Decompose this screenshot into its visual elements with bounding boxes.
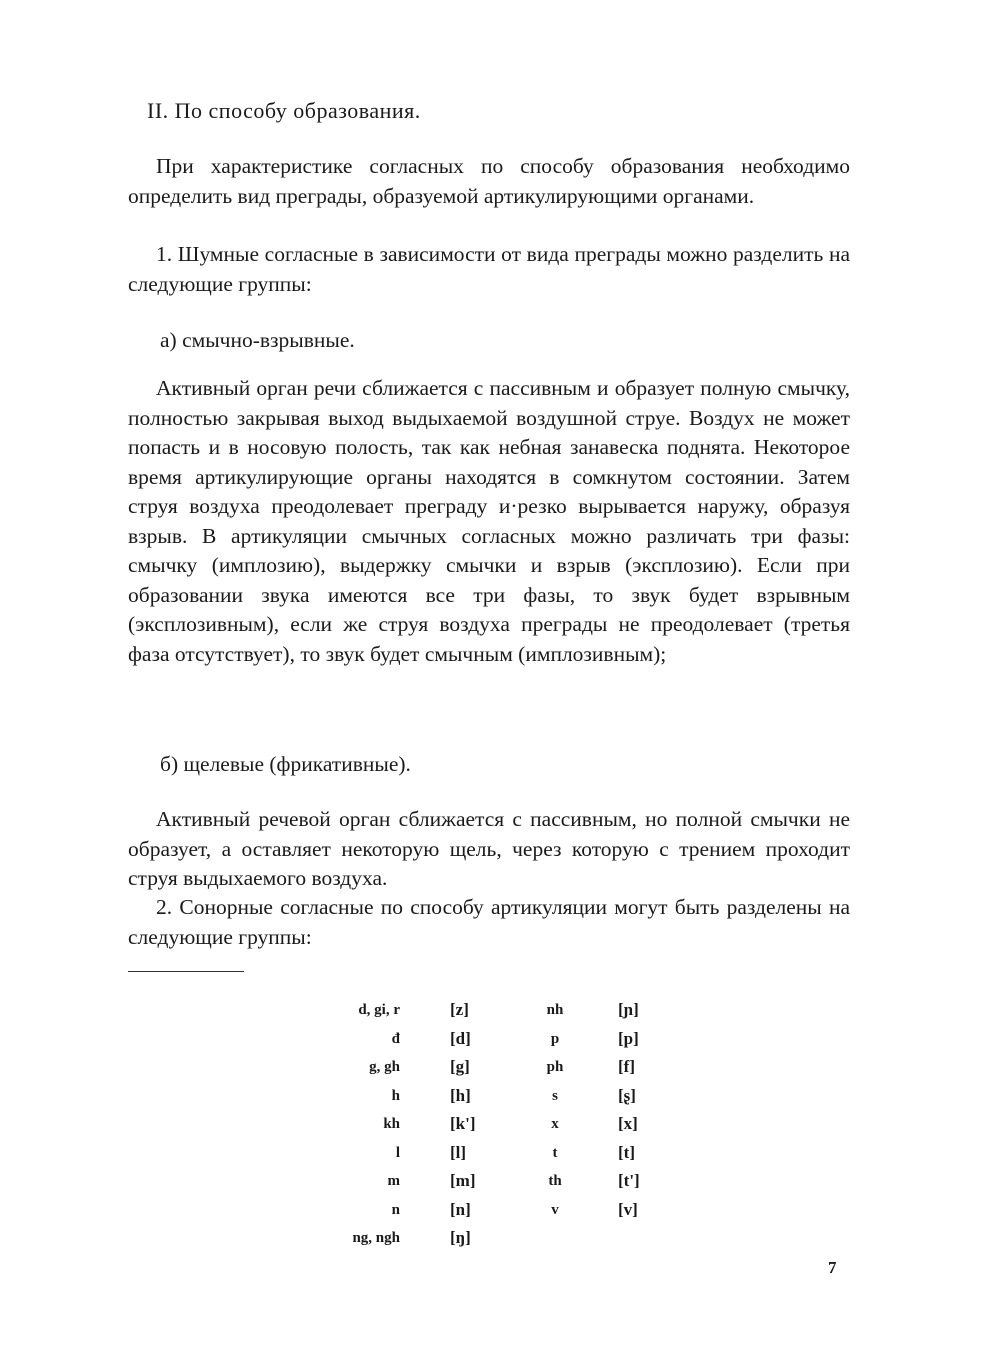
- ipa-cell: [x]: [618, 1114, 638, 1133]
- letter-sound-table: [300, 996, 660, 1253]
- ipa-cell: [ŋ]: [450, 1228, 471, 1247]
- table-row: [300, 1196, 660, 1225]
- section-title: II. По способу образования.: [147, 98, 421, 123]
- letter-cell: t: [552, 1144, 558, 1161]
- letter-cell: s: [552, 1087, 558, 1104]
- ipa-cell: [p]: [618, 1028, 639, 1048]
- ipa-cell: [g]: [450, 1057, 470, 1076]
- table-row: [300, 1025, 660, 1054]
- paragraph-stops: Активный орган речи сближается с пассивным и образует полную смычку, полностью закрывая выход выдыхаемой воздушной струе. Воздух не может попасть и в носовую полость, так как небная занавеска поднята. Некоторое время артикулирующие органы находятся в сомкнутом состоянии. Затем струя воздуха преодолевает преграду и·резко вырывается наружу, образуя взрыв. В артикуляции смычных согласных можно различать три фазы: смычку (имплозию), выдержку смычки и взрыв (эксплозию). Если при образовании звука имеются все три фазы, то звук будет взрывным (эксплозивным), если же струя воздуха преграды не преодолевает (третья фаза отсутствует), то звук будет смычным (имплозивным);: [128, 376, 850, 666]
- letter-cell: n: [391, 1201, 400, 1218]
- ipa-cell: [h]: [450, 1085, 471, 1105]
- table-row: [300, 1224, 660, 1253]
- letter-cell: th: [548, 1173, 562, 1189]
- letter-cell: đ: [391, 1030, 400, 1047]
- ipa-cell: [z]: [450, 1000, 469, 1019]
- table-row: [300, 1053, 660, 1082]
- ipa-cell: [t']: [618, 1171, 640, 1190]
- letter-cell: m: [387, 1173, 400, 1189]
- ipa-cell: [v]: [618, 1199, 638, 1219]
- letter-cell: nh: [546, 1002, 564, 1018]
- letter-cell: g, gh: [369, 1059, 400, 1075]
- page-number: 7: [828, 1258, 837, 1277]
- ipa-cell: [ʂ]: [618, 1085, 636, 1105]
- ipa-cell: [d]: [450, 1028, 471, 1048]
- ipa-cell: [ɲ]: [618, 1000, 639, 1019]
- paragraph-intro: При характеристике согласных по способу образования необходимо определить вид преграды, образуемой артикулирующими органами.: [128, 154, 850, 208]
- letter-cell: h: [391, 1087, 400, 1104]
- letter-cell: ng, ngh: [352, 1230, 400, 1246]
- footnote-divider: [128, 971, 244, 972]
- table-row: [300, 1167, 660, 1196]
- table-row: [300, 996, 660, 1025]
- letter-cell: v: [551, 1201, 559, 1218]
- ipa-cell: [m]: [450, 1171, 476, 1190]
- letter-cell: ph: [546, 1059, 564, 1075]
- letter-cell: d, gi, r: [358, 1002, 400, 1018]
- paragraph-sonorants: 2. Сонорные согласные по способу артикуляции могут быть разделены на следующие группы:: [128, 895, 850, 949]
- ipa-cell: [t]: [618, 1142, 635, 1162]
- letter-cell: x: [551, 1116, 559, 1132]
- paragraph-fricatives: Активный речевой орган сближается с пассивным, но полной смычки не образует, а оставляет некоторую щель, через которую с трением проходит струя выдыхаемого воздуха.: [128, 807, 850, 890]
- letter-cell: p: [550, 1030, 560, 1047]
- letter-cell: kh: [383, 1116, 400, 1132]
- ipa-cell: [l]: [450, 1142, 467, 1162]
- ipa-cell: [k']: [450, 1114, 476, 1133]
- ipa-cell: [f]: [618, 1057, 635, 1076]
- ipa-cell: [n]: [450, 1199, 471, 1219]
- letter-cell: l: [395, 1144, 400, 1161]
- paragraph-noisy-consonants: 1. Шумные согласные в зависимости от вида преграды можно разделить на следующие группы:: [128, 242, 850, 296]
- table-row: [300, 1110, 660, 1139]
- table-row: [300, 1082, 660, 1111]
- heading-fricatives: б) щелевые (фрикативные).: [160, 752, 411, 776]
- heading-stops: а) смычно-взрывные.: [160, 328, 355, 352]
- table-row: [300, 1139, 660, 1168]
